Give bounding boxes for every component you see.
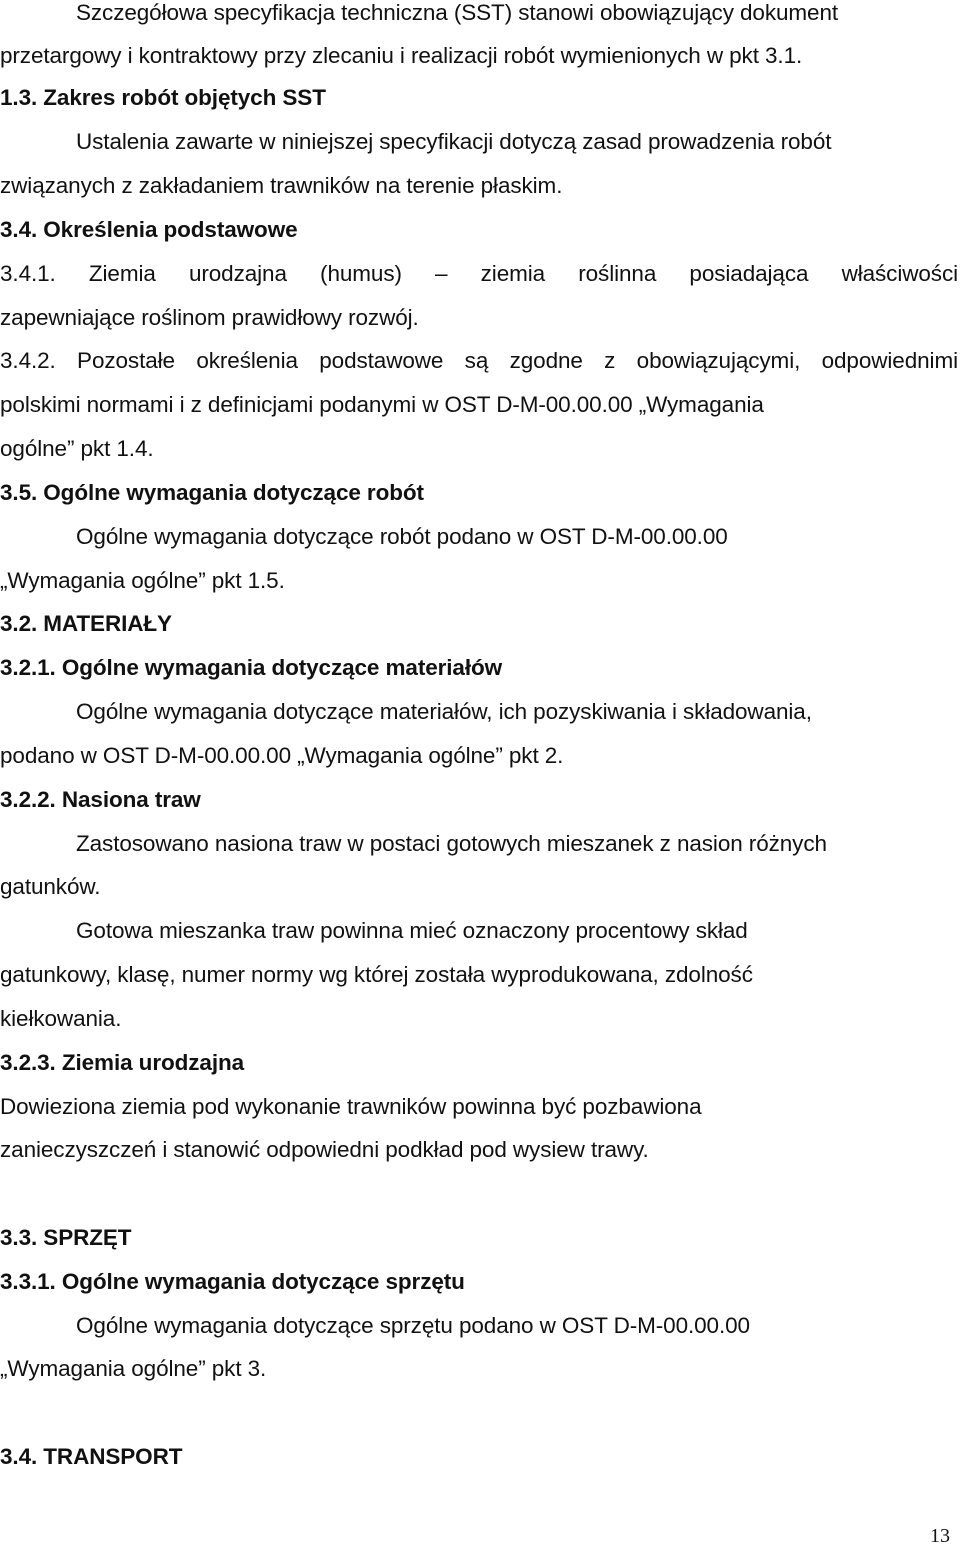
- text-line: zapewniające roślinom prawidłowy rozwój.: [0, 305, 419, 330]
- section-heading: 3.2.1. Ogólne wymagania dotyczące materiałów: [0, 655, 503, 680]
- page-number: 13: [930, 1525, 950, 1547]
- text-line: Zastosowano nasiona traw w postaci gotowych mieszanek z nasion różnych: [76, 831, 827, 856]
- text-line: zanieczyszczeń i stanowić odpowiedni podkład pod wysiew trawy.: [0, 1137, 649, 1162]
- text-line: Dowieziona ziemia pod wykonanie trawników powinna być pozbawiona: [0, 1094, 702, 1119]
- section-heading: 3.3. SPRZĘT: [0, 1225, 132, 1250]
- text-line: Ogólne wymagania dotyczące materiałów, ich pozyskiwania i składowania,: [76, 699, 812, 724]
- text-line: ogólne” pkt 1.4.: [0, 436, 154, 461]
- text-line: „Wymagania ogólne” pkt 1.5.: [0, 568, 285, 593]
- section-heading: 3.2.3. Ziemia urodzajna: [0, 1050, 245, 1075]
- text-line: kiełkowania.: [0, 1006, 122, 1031]
- text-line: 3.4.2. Pozostałe określenia podstawowe są zgodne z obowiązującymi, odpowiednimi: [0, 348, 958, 373]
- text-line: gatunków.: [0, 874, 101, 899]
- section-heading: 3.3.1. Ogólne wymagania dotyczące sprzętu: [0, 1269, 465, 1294]
- section-heading: 1.3. Zakres robót objętych SST: [0, 85, 326, 110]
- text-line: związanych z zakładaniem trawników na terenie płaskim.: [0, 173, 563, 198]
- section-heading: 3.4. Określenia podstawowe: [0, 217, 298, 242]
- text-line: Ustalenia zawarte w niniejszej specyfikacji dotyczą zasad prowadzenia robót: [76, 129, 832, 154]
- text-line: Ogólne wymagania dotyczące robót podano w OST D-M-00.00.00: [76, 524, 728, 549]
- text-line: Szczegółowa specyfikacja techniczna (SST) stanowi obowiązujący dokument: [76, 0, 839, 25]
- text-line: podano w OST D-M-00.00.00 „Wymagania ogólne” pkt 2.: [0, 743, 564, 768]
- text-line: Gotowa mieszanka traw powinna mieć oznaczony procentowy skład: [76, 918, 748, 943]
- section-heading: 3.5. Ogólne wymagania dotyczące robót: [0, 480, 424, 505]
- text-line: Ogólne wymagania dotyczące sprzętu podano w OST D-M-00.00.00: [76, 1313, 750, 1338]
- section-heading: 3.4. TRANSPORT: [0, 1444, 183, 1469]
- section-heading: 3.2. MATERIAŁY: [0, 611, 172, 636]
- section-heading: 3.2.2. Nasiona traw: [0, 787, 201, 812]
- text-line: przetargowy i kontraktowy przy zlecaniu i realizacji robót wymienionych w pkt 3.1.: [0, 43, 803, 68]
- text-line: gatunkowy, klasę, numer normy wg której została wyprodukowana, zdolność: [0, 962, 753, 987]
- text-line: polskimi normami i z definicjami podanymi w OST D-M-00.00.00 „Wymagania: [0, 392, 764, 417]
- text-line: „Wymagania ogólne” pkt 3.: [0, 1356, 267, 1381]
- text-line: 3.4.1. Ziemia urodzajna (humus) – ziemia roślinna posiadająca właściwości: [0, 261, 958, 286]
